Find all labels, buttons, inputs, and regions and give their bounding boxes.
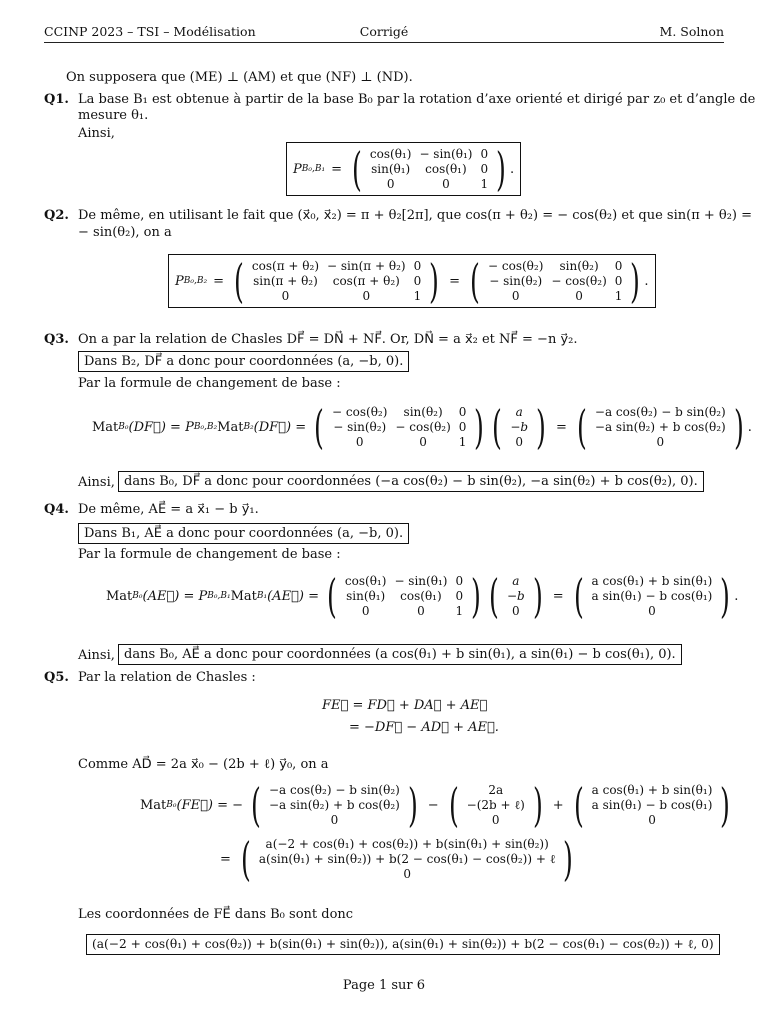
q3-mat-label: Mat bbox=[92, 419, 119, 435]
left-paren: ( bbox=[314, 400, 325, 454]
matrix-row bbox=[255, 867, 560, 882]
equals-sign: = bbox=[556, 419, 567, 435]
q5-vector-4 bbox=[237, 832, 578, 886]
period: . bbox=[510, 161, 515, 177]
matrix-cell: 1 bbox=[458, 434, 467, 449]
q1-result-box bbox=[286, 142, 521, 196]
matrix-cell: 1 bbox=[455, 603, 464, 618]
matrix-row bbox=[591, 405, 730, 420]
matrix-cell: sin(θ₂) bbox=[559, 258, 599, 273]
matrix-row bbox=[503, 604, 529, 619]
right-paren: ) bbox=[720, 778, 731, 832]
matrix-cell: 0 bbox=[330, 812, 339, 827]
header-rule bbox=[44, 42, 724, 43]
matrix-cell: 0 bbox=[614, 273, 623, 288]
q5-equation-1 bbox=[140, 778, 734, 832]
q3-result-table bbox=[591, 405, 730, 450]
matrix-cell: a sin(θ₁) − b cos(θ₁) bbox=[591, 797, 713, 812]
q3-vector bbox=[488, 400, 550, 454]
left-paren: ( bbox=[234, 254, 244, 308]
left-paren: ( bbox=[251, 778, 261, 832]
q3-lhs-arg-2: (DF⃗) = bbox=[253, 419, 307, 435]
q4-boxed-2: dans B₀, AE⃗ a donc pour coordonnées (a cos(θ₁) + b sin(θ₁), a sin(θ₁) − b cos(θ₁), 0). bbox=[118, 644, 682, 665]
matrix-row bbox=[506, 435, 532, 450]
matrix-cell: 0 bbox=[281, 288, 290, 303]
matrix-cell: − sin(π + θ₂) bbox=[327, 258, 406, 273]
matrix-row bbox=[463, 798, 529, 813]
matrix-cell: 1 bbox=[480, 176, 489, 191]
q3-text-1: On a par la relation de Chasles DF⃗ = DN⃗ + NF⃗. Or, DN⃗ = a x⃗₂ et NF⃗ = −n y⃗₂. bbox=[78, 332, 578, 347]
matrix-cell: 0 bbox=[419, 434, 427, 449]
q2-matrix-b bbox=[466, 254, 644, 308]
matrix-cell: − cos(θ₂) bbox=[551, 273, 607, 288]
matrix-cell: 0 bbox=[511, 288, 520, 303]
matrix-cell: sin(π + θ₂) bbox=[253, 273, 318, 288]
matrix-row bbox=[366, 177, 492, 192]
matrix-cell: −a cos(θ₂) − b sin(θ₂) bbox=[594, 404, 726, 419]
matrix-cell: − cos(θ₂) bbox=[488, 258, 544, 273]
matrix-cell: sin(θ₁) bbox=[346, 588, 386, 603]
matrix-cell: a sin(θ₁) − b cos(θ₁) bbox=[591, 588, 713, 603]
right-paren: ) bbox=[474, 400, 485, 454]
q5-text-1: Par la relation de Chasles : bbox=[78, 670, 256, 685]
matrix-cell: − cos(θ₂) bbox=[395, 419, 451, 434]
matrix-row bbox=[255, 852, 560, 867]
matrix-cell: 0 bbox=[455, 573, 464, 588]
matrix-row bbox=[341, 604, 467, 619]
left-paren: ( bbox=[573, 569, 584, 623]
matrix-cell: 0 bbox=[362, 288, 371, 303]
left-paren: ( bbox=[470, 254, 480, 308]
matrix-cell: 0 bbox=[575, 288, 583, 303]
q4-text-2: Par la formule de changement de base : bbox=[78, 547, 341, 562]
matrix-cell: a cos(θ₁) + b sin(θ₁) bbox=[591, 573, 713, 588]
left-paren: ( bbox=[576, 400, 587, 454]
matrix-cell: 0 bbox=[455, 588, 464, 603]
q4-text-1: De même, AE⃗ = a x⃗₁ − b y⃗₁. bbox=[78, 502, 259, 517]
matrix-cell: a bbox=[515, 404, 523, 419]
matrix-cell: 0 bbox=[361, 603, 370, 618]
matrix-cell: 0 bbox=[614, 258, 623, 273]
q5-text-2: Comme AD⃗ = 2a x⃗₀ − (2b + ℓ) y⃗₀, on a bbox=[78, 757, 329, 772]
q5-text-3: Les coordonnées de FE⃗ dans B₀ sont donc bbox=[78, 907, 354, 922]
matrix-row bbox=[484, 274, 626, 289]
q3-lhs-arg: (DF⃗) = P bbox=[128, 419, 194, 435]
matrix-cell: a(−2 + cos(θ₁) + cos(θ₂)) + b(sin(θ₁) + sin(θ₂)) bbox=[265, 836, 549, 851]
q3-vector-table bbox=[506, 405, 532, 450]
matrix-cell: −a sin(θ₂) + b cos(θ₂) bbox=[269, 797, 400, 812]
q5-vector-2 bbox=[445, 778, 547, 832]
matrix-row bbox=[255, 837, 560, 852]
matrix-row bbox=[588, 798, 717, 813]
q1-text-1: La base B₁ est obtenue à partir de la base B₀ par la rotation d’axe orienté et dirigé par z₀ et d’angle de bbox=[78, 92, 756, 107]
q5-eq-1: FE⃗ = FD⃗ + DA⃗ + AE⃗ bbox=[322, 698, 488, 713]
q1-lhs: P bbox=[293, 161, 302, 177]
right-paren: ) bbox=[429, 254, 440, 308]
q2-lhs-sub: B₀,B₂ bbox=[183, 276, 208, 286]
right-paren: ) bbox=[496, 142, 506, 196]
q4-matrix-table bbox=[341, 574, 467, 619]
right-paren: ) bbox=[532, 778, 543, 832]
q2-result-box bbox=[168, 254, 656, 308]
q3-mat-sub: B₀ bbox=[118, 422, 129, 432]
q4-ainsi: Ainsi, bbox=[78, 648, 115, 663]
equals-sign: = bbox=[220, 851, 231, 867]
q4-vector bbox=[485, 569, 547, 623]
right-paren: ) bbox=[471, 569, 481, 623]
q2-matrix-b-table bbox=[484, 259, 626, 304]
matrix-cell: − sin(θ₁) bbox=[419, 146, 473, 161]
left-paren: ( bbox=[448, 778, 459, 832]
q3-text-2: Par la formule de changement de base : bbox=[78, 376, 341, 391]
matrix-cell: 0 bbox=[491, 812, 500, 827]
q1-label: Q1. bbox=[44, 92, 69, 107]
left-paren: ( bbox=[352, 142, 362, 196]
matrix-cell: cos(θ₁) bbox=[344, 573, 387, 588]
right-paren: ) bbox=[630, 254, 641, 308]
q4-lhs-arg-2: (AE⃗) = bbox=[267, 588, 319, 604]
q3-boxed-2: dans B₀, DF⃗ a donc pour coordonnées (−a cos(θ₂) − b sin(θ₂), −a sin(θ₂) + b cos(θ₂), 0). bbox=[118, 471, 704, 492]
period: . bbox=[644, 273, 649, 289]
q1-matrix-table bbox=[366, 147, 492, 192]
matrix-row bbox=[328, 405, 470, 420]
q4-p-sub: B₀,B₁ bbox=[207, 591, 231, 601]
matrix-cell: −b bbox=[506, 588, 525, 603]
right-paren: ) bbox=[563, 832, 574, 886]
left-paren: ( bbox=[240, 832, 251, 886]
matrix-row bbox=[366, 147, 492, 162]
matrix-cell: 0 bbox=[386, 176, 395, 191]
matrix-row bbox=[248, 289, 425, 304]
left-paren: ( bbox=[327, 569, 337, 623]
matrix-cell: −(2b + ℓ) bbox=[466, 797, 525, 812]
period: . bbox=[734, 588, 739, 604]
matrix-cell: −b bbox=[510, 419, 529, 434]
q4-equation bbox=[106, 569, 739, 623]
q4-lhs-arg: (AE⃗) = P bbox=[142, 588, 208, 604]
matrix-cell: sin(θ₂) bbox=[403, 404, 443, 419]
matrix-row bbox=[328, 435, 470, 450]
equals-sign: = bbox=[213, 273, 224, 289]
matrix-row bbox=[506, 420, 532, 435]
matrix-row bbox=[265, 798, 404, 813]
matrix-cell: 0 bbox=[512, 603, 520, 618]
matrix-cell: 1 bbox=[614, 288, 623, 303]
matrix-row bbox=[503, 589, 529, 604]
matrix-row bbox=[503, 574, 529, 589]
matrix-cell: 1 bbox=[413, 288, 422, 303]
matrix-cell: 0 bbox=[442, 176, 450, 191]
q1-ainsi: Ainsi, bbox=[78, 126, 115, 141]
q5-eq-2: = −DF⃗ − AD⃗ + AE⃗. bbox=[349, 720, 499, 735]
q3-result-vector bbox=[573, 400, 748, 454]
q5-vector-1 bbox=[247, 778, 422, 832]
q4-matrix bbox=[323, 569, 485, 623]
q3-p-sub: B₀,B₂ bbox=[193, 422, 218, 432]
matrix-row bbox=[248, 274, 425, 289]
q4-result-vector bbox=[570, 569, 735, 623]
equals-sign: = bbox=[449, 273, 461, 289]
left-paren: ( bbox=[573, 778, 584, 832]
matrix-row bbox=[265, 813, 404, 828]
q5-vector-3 bbox=[570, 778, 735, 832]
matrix-row bbox=[588, 604, 717, 619]
q5-mat-label: Mat bbox=[140, 797, 167, 813]
header-left: CCINP 2023 – TSI – Modélisation bbox=[44, 24, 256, 39]
q2-text-2: − sin(θ₂), on a bbox=[78, 225, 172, 240]
q4-boxed-1: Dans B₁, AE⃗ a donc pour coordonnées (a, −b, 0). bbox=[78, 523, 409, 544]
matrix-cell: 0 bbox=[355, 434, 364, 449]
matrix-cell: 0 bbox=[656, 434, 665, 449]
matrix-cell: −a sin(θ₂) + b cos(θ₂) bbox=[594, 419, 726, 434]
q5-final-box: (a(−2 + cos(θ₁) + cos(θ₂)) + b(sin(θ₁) + sin(θ₂)), a(sin(θ₁) + sin(θ₂)) + b(2 − cos(θ₁) − cos(θ₂)) + ℓ, 0) bbox=[86, 934, 720, 955]
matrix-row bbox=[341, 574, 467, 589]
matrix-cell: 0 bbox=[480, 146, 489, 161]
matrix-row bbox=[328, 420, 470, 435]
matrix-row bbox=[588, 813, 717, 828]
matrix-row bbox=[588, 783, 717, 798]
matrix-cell: sin(θ₁) bbox=[371, 161, 411, 176]
matrix-cell: − cos(θ₂) bbox=[332, 404, 388, 419]
matrix-cell: cos(θ₁) bbox=[400, 588, 442, 603]
q5-lhs-arg: (FE⃗) = − bbox=[176, 797, 244, 813]
matrix-cell: 0 bbox=[413, 258, 422, 273]
q3-mat-label-2: Mat bbox=[217, 419, 244, 435]
q5-mat-sub: B₀ bbox=[166, 800, 177, 810]
matrix-cell: 0 bbox=[480, 161, 489, 176]
q1-text-2: mesure θ₁. bbox=[78, 108, 149, 123]
q3-mat-sub-2: B₂ bbox=[243, 422, 254, 432]
q2-matrix-a-table bbox=[248, 259, 425, 304]
q4-mat-label-2: Mat bbox=[230, 588, 257, 604]
q2-label: Q2. bbox=[44, 208, 69, 223]
q2-matrix-a bbox=[230, 254, 443, 308]
matrix-cell: − sin(θ₂) bbox=[333, 419, 387, 434]
q3-matrix bbox=[310, 400, 488, 454]
matrix-cell: 0 bbox=[417, 603, 425, 618]
matrix-row bbox=[506, 405, 532, 420]
q4-label: Q4. bbox=[44, 502, 69, 517]
matrix-row bbox=[463, 813, 529, 828]
matrix-cell: 0 bbox=[648, 812, 656, 827]
right-paren: ) bbox=[532, 569, 543, 623]
matrix-row bbox=[463, 783, 529, 798]
q5-vector-4-table bbox=[255, 837, 560, 882]
right-paren: ) bbox=[536, 400, 547, 454]
matrix-row bbox=[366, 162, 492, 177]
q5-vector-2-table bbox=[463, 783, 529, 828]
header-center: Corrigé bbox=[359, 24, 409, 39]
q5-equation-2 bbox=[214, 832, 577, 886]
period: . bbox=[747, 419, 752, 435]
intro-text: On supposera que (ME) ⊥ (AM) et que (NF) ⊥ (ND). bbox=[66, 70, 413, 85]
right-paren: ) bbox=[733, 400, 744, 454]
left-paren: ( bbox=[489, 569, 499, 623]
q5-vector-1-table bbox=[265, 783, 404, 828]
q1-matrix bbox=[348, 142, 510, 196]
equals-sign: = bbox=[331, 161, 342, 177]
page-footer: Page 1 sur 6 bbox=[342, 978, 426, 993]
matrix-cell: 0 bbox=[413, 273, 422, 288]
matrix-cell: cos(π + θ₂) bbox=[332, 273, 400, 288]
q2-text-1: De même, en utilisant le fait que (x⃗₀, x⃗₂) = π + θ₂[2π], que cos(π + θ₂) = − cos(θ₂) et que sin(π + θ₂) = bbox=[78, 208, 753, 223]
matrix-row bbox=[591, 420, 730, 435]
matrix-cell: − sin(θ₁) bbox=[394, 573, 448, 588]
q3-matrix-table bbox=[328, 405, 470, 450]
matrix-cell: a cos(θ₁) + b sin(θ₁) bbox=[591, 782, 713, 797]
header-right: M. Solnon bbox=[659, 24, 724, 39]
plus-sign: + bbox=[552, 797, 564, 813]
minus-sign: − bbox=[427, 797, 439, 813]
running-header bbox=[44, 24, 724, 40]
left-paren: ( bbox=[492, 400, 503, 454]
matrix-cell: 0 bbox=[458, 419, 467, 434]
matrix-row bbox=[484, 289, 626, 304]
matrix-cell: 0 bbox=[458, 404, 467, 419]
q4-result-table bbox=[588, 574, 717, 619]
q5-vector-3-table bbox=[588, 783, 717, 828]
matrix-row bbox=[588, 589, 717, 604]
matrix-cell: − sin(θ₂) bbox=[489, 273, 543, 288]
q3-equation bbox=[92, 400, 752, 454]
matrix-row bbox=[265, 783, 404, 798]
q4-mat-label: Mat bbox=[106, 588, 133, 604]
matrix-cell: 0 bbox=[648, 603, 656, 618]
q3-boxed-1: Dans B₂, DF⃗ a donc pour coordonnées (a, −b, 0). bbox=[78, 351, 409, 372]
q3-ainsi: Ainsi, bbox=[78, 475, 115, 490]
q2-lhs: P bbox=[175, 273, 184, 289]
matrix-row bbox=[341, 589, 467, 604]
matrix-cell: a bbox=[512, 573, 520, 588]
matrix-cell: 0 bbox=[515, 434, 524, 449]
right-paren: ) bbox=[407, 778, 418, 832]
q4-mat-sub: B₀ bbox=[132, 591, 143, 601]
matrix-row bbox=[484, 259, 626, 274]
matrix-cell: −a cos(θ₂) − b sin(θ₂) bbox=[269, 782, 400, 797]
q3-label: Q3. bbox=[44, 332, 69, 347]
matrix-cell: cos(θ₁) bbox=[369, 146, 412, 161]
matrix-cell: cos(θ₁) bbox=[425, 161, 467, 176]
matrix-cell: 2a bbox=[488, 782, 504, 797]
equals-sign: = bbox=[552, 588, 564, 604]
matrix-cell: cos(π + θ₂) bbox=[251, 258, 319, 273]
q4-mat-sub-2: B₁ bbox=[256, 591, 268, 601]
matrix-row bbox=[588, 574, 717, 589]
matrix-row bbox=[248, 259, 425, 274]
matrix-row bbox=[591, 435, 730, 450]
matrix-cell: a(sin(θ₁) + sin(θ₂)) + b(2 − cos(θ₁) − cos(θ₂)) + ℓ bbox=[258, 851, 556, 866]
right-paren: ) bbox=[720, 569, 731, 623]
q1-lhs-sub: B₀,B₁ bbox=[301, 164, 326, 174]
q5-label: Q5. bbox=[44, 670, 69, 685]
q4-vector-table bbox=[503, 574, 529, 619]
matrix-cell: 0 bbox=[403, 866, 411, 881]
